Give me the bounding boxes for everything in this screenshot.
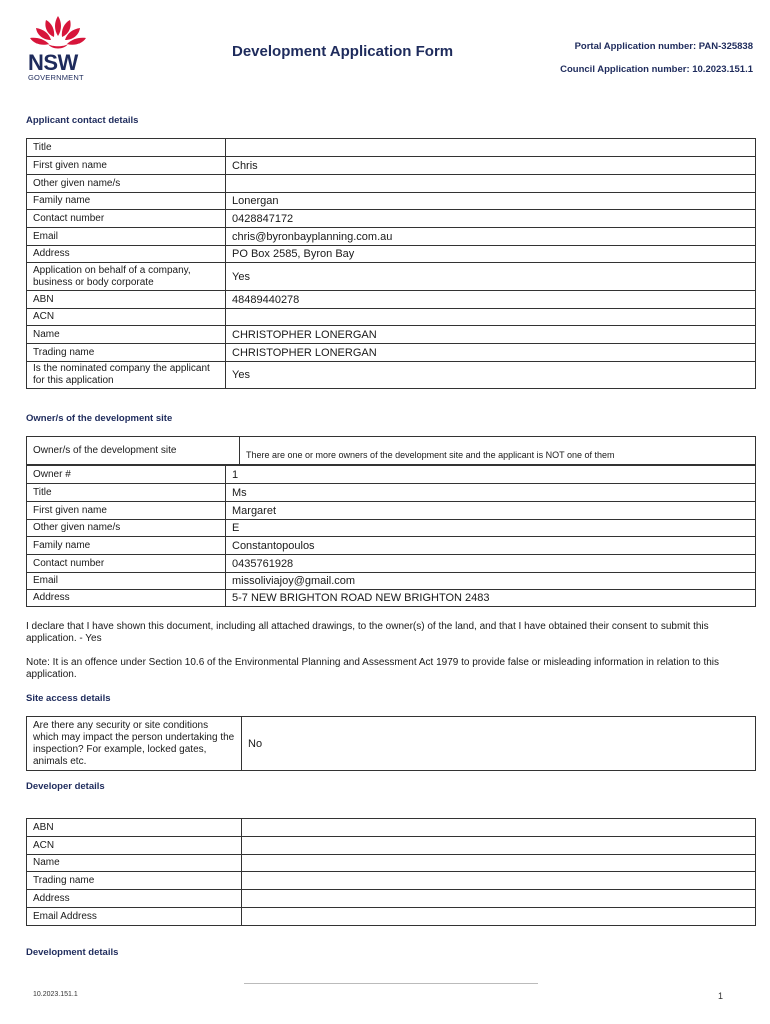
site-access-heading: Site access details bbox=[26, 693, 111, 704]
developer-row bbox=[27, 908, 756, 926]
owner-value: 0435761928 bbox=[226, 555, 756, 573]
owner-label: Title bbox=[27, 484, 226, 502]
footer-reference: 10.2023.151.1 bbox=[33, 991, 78, 998]
owner-label: Contact number bbox=[27, 555, 226, 573]
owner-value: 1 bbox=[226, 466, 756, 484]
applicant-row bbox=[27, 263, 756, 291]
owner-label: Owner # bbox=[27, 466, 226, 484]
applicant-row bbox=[27, 246, 756, 263]
applicant-label: Trading name bbox=[27, 344, 226, 362]
applicant-row bbox=[27, 139, 756, 157]
owner-value: Margaret bbox=[226, 502, 756, 520]
applicant-label: ABN bbox=[27, 291, 226, 309]
site-access-question: Are there any security or site conditions which may impact the person undertaking the inspection? For example, locked gates, animals etc. bbox=[27, 717, 242, 771]
developer-value bbox=[242, 837, 756, 855]
developer-label: Trading name bbox=[27, 872, 242, 890]
applicant-table bbox=[26, 138, 756, 389]
applicant-value: CHRISTOPHER LONERGAN bbox=[226, 344, 756, 362]
applicant-value: 0428847172 bbox=[226, 210, 756, 228]
developer-row bbox=[27, 872, 756, 890]
developer-row bbox=[27, 855, 756, 872]
applicant-row bbox=[27, 193, 756, 210]
page-title: Development Application Form bbox=[232, 43, 454, 60]
owners-summary-value: There are one or more owners of the development site and the applicant is NOT one of them bbox=[240, 437, 756, 465]
applicant-row bbox=[27, 344, 756, 362]
developer-row bbox=[27, 819, 756, 837]
nsw-waratah-logo-icon bbox=[26, 14, 90, 54]
owner-row bbox=[27, 590, 756, 607]
applicant-label: Application on behalf of a company, business or body corporate bbox=[27, 263, 226, 291]
owner-label: Email bbox=[27, 573, 226, 590]
developer-table bbox=[26, 818, 756, 926]
owner-value: E bbox=[226, 520, 756, 537]
applicant-row bbox=[27, 228, 756, 246]
site-access-answer: No bbox=[242, 717, 756, 771]
applicant-value bbox=[226, 139, 756, 157]
owner-value: Ms bbox=[226, 484, 756, 502]
owner-value: Constantopoulos bbox=[226, 537, 756, 555]
applicant-row bbox=[27, 309, 756, 326]
owner-value: 5-7 NEW BRIGHTON ROAD NEW BRIGHTON 2483 bbox=[226, 590, 756, 607]
developer-section-heading: Developer details bbox=[26, 781, 105, 792]
owner-label: Address bbox=[27, 590, 226, 607]
developer-value bbox=[242, 908, 756, 926]
applicant-row bbox=[27, 175, 756, 193]
applicant-value: PO Box 2585, Byron Bay bbox=[226, 246, 756, 263]
applicant-value: Lonergan bbox=[226, 193, 756, 210]
footer-page-number: 1 bbox=[718, 991, 724, 1001]
owner-row bbox=[27, 537, 756, 555]
applicant-row bbox=[27, 326, 756, 344]
logo-government-text: GOVERNMENT bbox=[28, 73, 84, 82]
developer-row bbox=[27, 890, 756, 908]
applicant-label: Contact number bbox=[27, 210, 226, 228]
owner-value: missoliviajoy@gmail.com bbox=[226, 573, 756, 590]
developer-value bbox=[242, 819, 756, 837]
owners-summary-table bbox=[26, 436, 756, 465]
owner-row bbox=[27, 466, 756, 484]
applicant-section-heading: Applicant contact details bbox=[26, 115, 139, 126]
applicant-row bbox=[27, 210, 756, 228]
owners-summary-label: Owner/s of the development site bbox=[27, 437, 240, 465]
owner-row bbox=[27, 555, 756, 573]
owner-label: Family name bbox=[27, 537, 226, 555]
applicant-value: chris@byronbayplanning.com.au bbox=[226, 228, 756, 246]
footer-divider bbox=[244, 983, 538, 984]
applicant-value: Chris bbox=[226, 157, 756, 175]
owners-table bbox=[26, 465, 756, 607]
owner-row bbox=[27, 502, 756, 520]
applicant-row bbox=[27, 291, 756, 309]
owner-row bbox=[27, 573, 756, 590]
applicant-value: 48489440278 bbox=[226, 291, 756, 309]
developer-label: Address bbox=[27, 890, 242, 908]
site-access-table bbox=[26, 716, 756, 771]
applicant-label: ACN bbox=[27, 309, 226, 326]
applicant-value: Yes bbox=[226, 362, 756, 389]
applicant-label: Name bbox=[27, 326, 226, 344]
developer-label: Name bbox=[27, 855, 242, 872]
applicant-value bbox=[226, 175, 756, 193]
owner-label: First given name bbox=[27, 502, 226, 520]
developer-row bbox=[27, 837, 756, 855]
applicant-label: Email bbox=[27, 228, 226, 246]
owner-row bbox=[27, 520, 756, 537]
owners-section-heading: Owner/s of the development site bbox=[26, 413, 173, 424]
applicant-label: Address bbox=[27, 246, 226, 263]
developer-value bbox=[242, 890, 756, 908]
owner-row bbox=[27, 484, 756, 502]
developer-label: Email Address bbox=[27, 908, 242, 926]
developer-label: ABN bbox=[27, 819, 242, 837]
applicant-value bbox=[226, 309, 756, 326]
logo-nsw-text: NSW bbox=[28, 50, 78, 75]
applicant-label: Is the nominated company the applicant for this application bbox=[27, 362, 226, 389]
applicant-label: Title bbox=[27, 139, 226, 157]
development-details-heading: Development details bbox=[26, 947, 119, 958]
portal-application-number: Portal Application number: PAN-325838 bbox=[574, 41, 753, 52]
offence-note: Note: It is an offence under Section 10.6 of the Environmental Planning and Assessment Act 1979 to provide false or misleading information in relation to this application. bbox=[26, 657, 720, 680]
applicant-label: Other given name/s bbox=[27, 175, 226, 193]
council-application-number: Council Application number: 10.2023.151.1 bbox=[560, 64, 753, 75]
applicant-label: First given name bbox=[27, 157, 226, 175]
applicant-value: CHRISTOPHER LONERGAN bbox=[226, 326, 756, 344]
declaration-text: I declare that I have shown this document, including all attached drawings, to the owner(s) of the land, and that I have obtained their consent to submit this application. - Yes bbox=[26, 621, 709, 644]
applicant-value: Yes bbox=[226, 263, 756, 291]
applicant-row bbox=[27, 362, 756, 389]
developer-label: ACN bbox=[27, 837, 242, 855]
developer-value bbox=[242, 872, 756, 890]
developer-value bbox=[242, 855, 756, 872]
applicant-label: Family name bbox=[27, 193, 226, 210]
applicant-row bbox=[27, 157, 756, 175]
owner-label: Other given name/s bbox=[27, 520, 226, 537]
